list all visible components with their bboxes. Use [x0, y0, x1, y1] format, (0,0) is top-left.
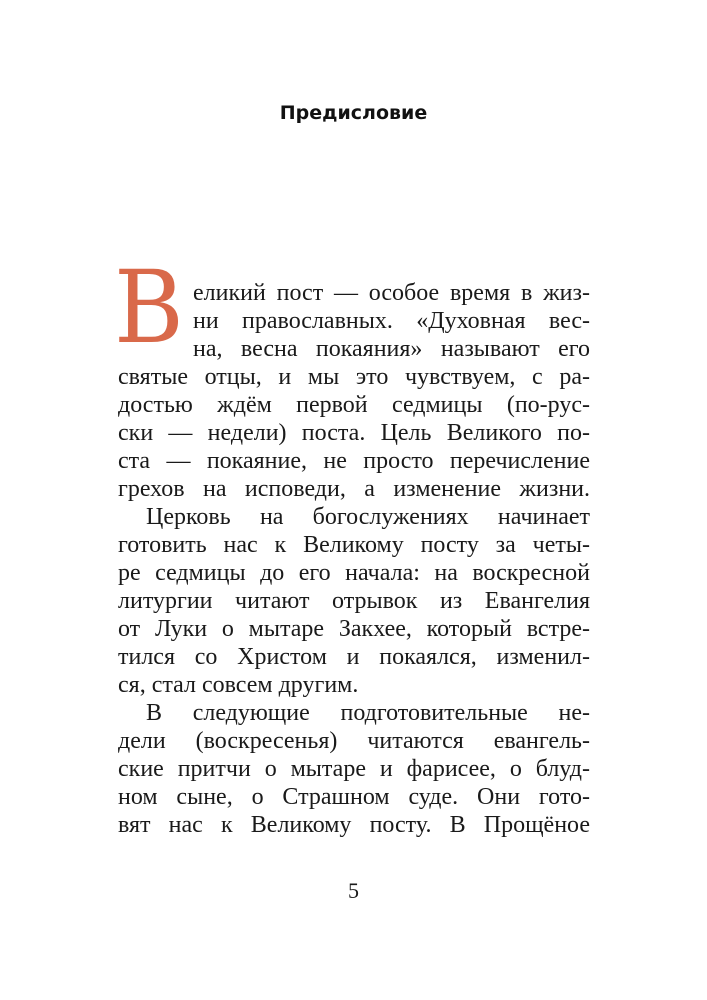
text-line: дели (воскресенья) читаются евангель- — [118, 728, 590, 754]
text-line: готовить нас к Великому посту за четы- — [118, 532, 590, 558]
text-line: Церковь на богослужениях начинает — [146, 504, 590, 530]
text-line: ские притчи о мытаре и фарисее, о блуд- — [118, 756, 590, 782]
text-line: грехов на исповеди, а изменение жизни. — [118, 476, 590, 502]
text-line: ре седмицы до его начала: на воскресной — [118, 560, 590, 586]
text-line: святые отцы, и мы это чувствуем, с ра- — [118, 364, 590, 390]
chapter-title: Предисловие — [279, 102, 428, 124]
drop-cap: В — [114, 249, 184, 366]
text-line: достью ждём первой седмицы (по-рус- — [118, 392, 590, 418]
text-line: на, весна покаяния» называют его — [193, 336, 590, 362]
text-line: вят нас к Великому посту. В Прощёное — [118, 812, 590, 838]
page-number: 5 — [348, 878, 359, 903]
text-line: ски — недели) поста. Цель Великого по- — [118, 420, 590, 446]
text-line: тился со Христом и покаялся, изменил- — [118, 644, 590, 670]
text-line: от Луки о мытаре Закхее, который встре- — [118, 616, 590, 642]
text-line: ни православных. «Духовная вес- — [193, 308, 590, 334]
text-line: ста — покаяние, не просто перечисление — [118, 448, 590, 474]
text-line: В следующие подготовительные не- — [146, 700, 590, 726]
text-line: ся, стал совсем другим. — [118, 672, 359, 698]
text-line: еликий пост — особое время в жиз- — [193, 280, 590, 306]
text-line: ном сыне, о Страшном суде. Они гото- — [118, 784, 590, 810]
text-line: литургии читают отрывок из Евангелия — [118, 588, 590, 614]
